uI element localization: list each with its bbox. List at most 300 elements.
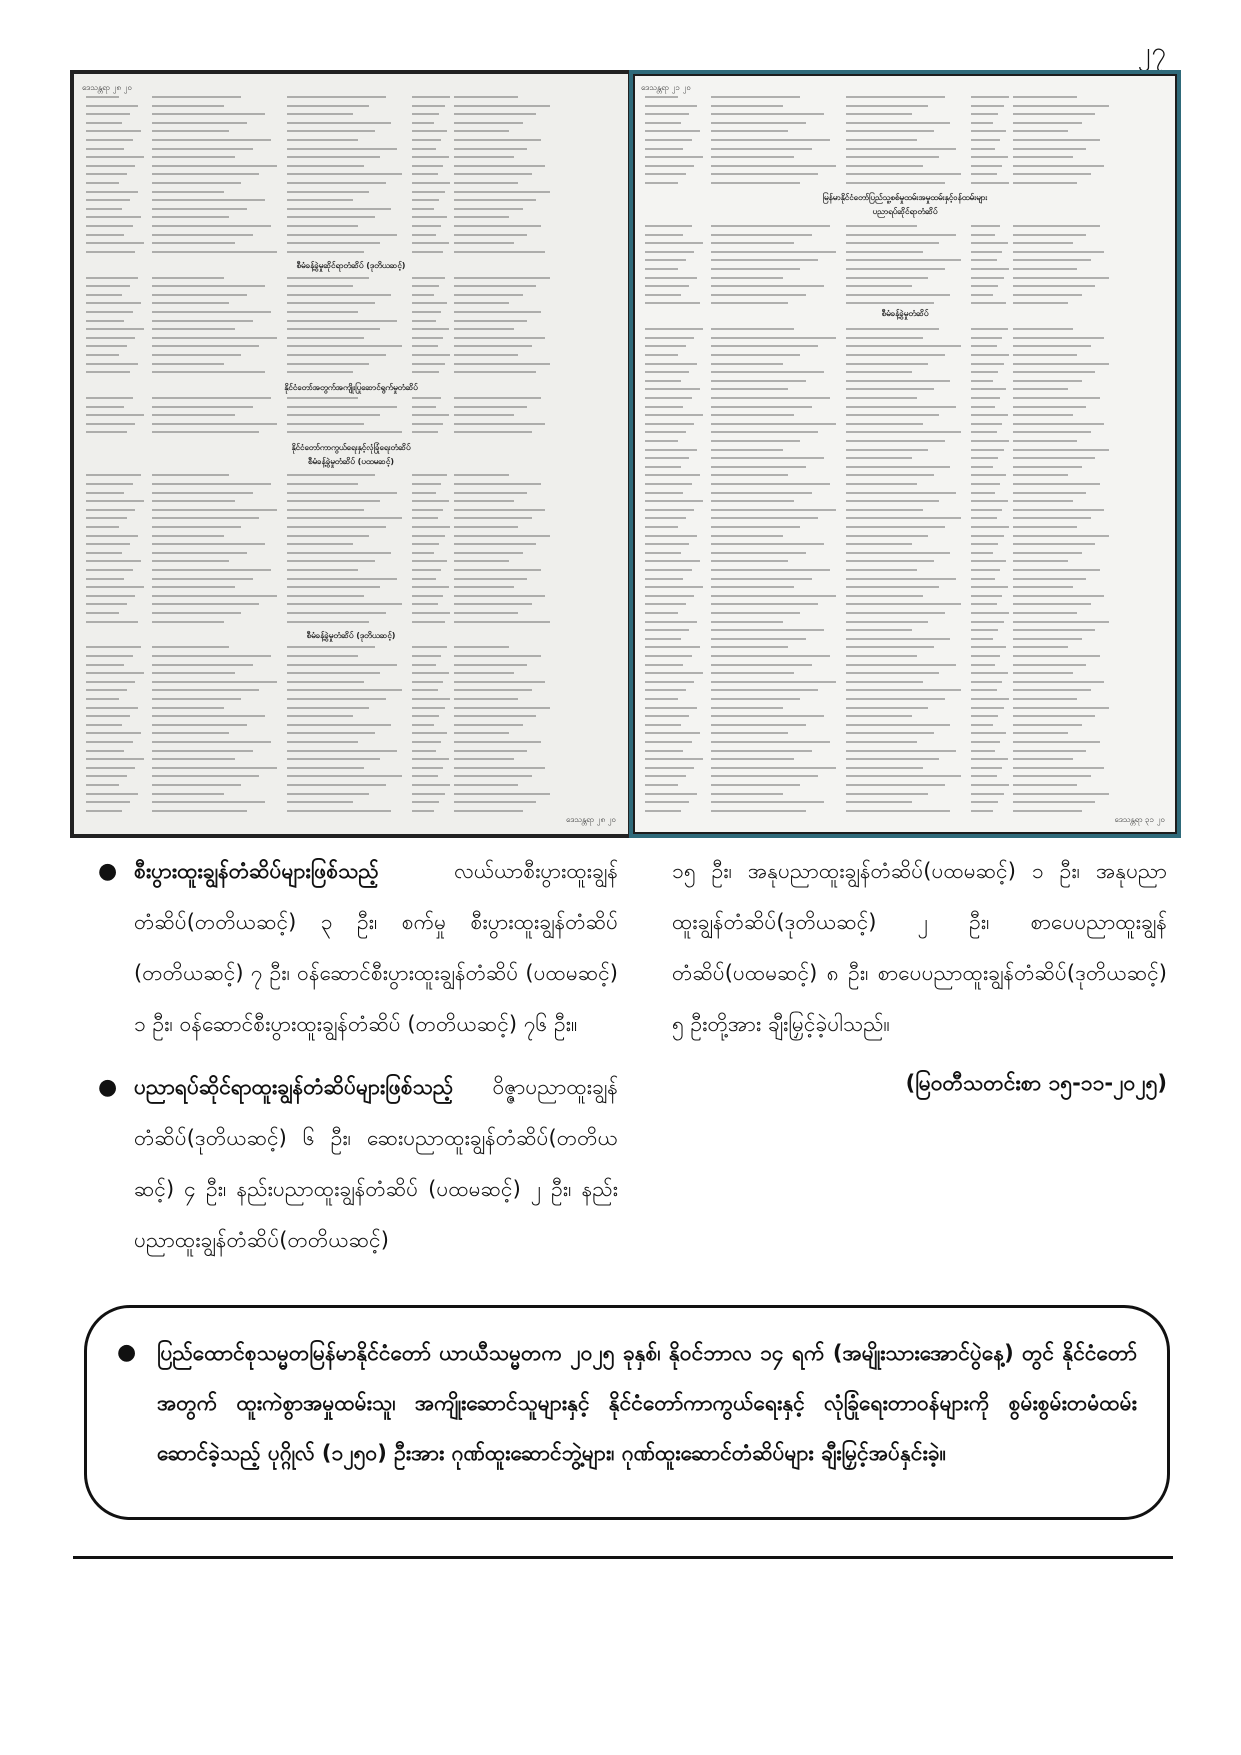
scan-text-line bbox=[1013, 225, 1100, 227]
scan-text-line bbox=[1013, 526, 1077, 528]
scan-text-line bbox=[846, 629, 912, 631]
scan-text-line bbox=[645, 724, 681, 726]
scan-text-line bbox=[152, 612, 241, 614]
scan-text-line bbox=[454, 122, 523, 124]
scan-text-line bbox=[412, 363, 445, 365]
scan-text-line bbox=[1013, 388, 1068, 390]
scan-text-line bbox=[1013, 148, 1086, 150]
scan-text-line bbox=[971, 810, 993, 812]
scan-text-line bbox=[645, 130, 700, 132]
scan-text-line bbox=[645, 388, 700, 390]
scan-text-line bbox=[711, 139, 830, 141]
scan-text-line bbox=[412, 552, 434, 554]
scan-text-line bbox=[1013, 629, 1095, 631]
scan-text-line bbox=[1013, 509, 1104, 511]
scan-text-line bbox=[971, 328, 1008, 330]
scan-text-line bbox=[645, 251, 694, 253]
scan-text-line bbox=[971, 560, 1006, 562]
scan-text-line bbox=[454, 500, 514, 502]
scan-text-line bbox=[86, 741, 133, 743]
scan-text-line bbox=[412, 681, 443, 683]
scan-text-line bbox=[846, 457, 912, 459]
scan-text-line bbox=[846, 130, 934, 132]
scan-text-line bbox=[287, 191, 369, 193]
scan-text-line bbox=[454, 251, 545, 253]
scan-text-line bbox=[152, 767, 277, 769]
scan-text-line bbox=[454, 672, 514, 674]
scan-text-line bbox=[454, 552, 523, 554]
scan-inner-left bbox=[82, 82, 620, 826]
scan-text-line bbox=[1013, 354, 1077, 356]
scan-text-line bbox=[971, 457, 998, 459]
scan-text-line bbox=[645, 182, 678, 184]
scan-text-line bbox=[645, 509, 694, 511]
scan-text-line bbox=[645, 517, 686, 519]
scan-text-line bbox=[971, 767, 1002, 769]
scan-text-line bbox=[971, 354, 1009, 356]
scan-text-line bbox=[86, 500, 144, 502]
scan-text-line bbox=[711, 595, 836, 597]
scan-text-line bbox=[86, 560, 141, 562]
scan-text-line bbox=[287, 225, 358, 227]
scan-text-line bbox=[1013, 440, 1077, 442]
scan-text-line bbox=[846, 724, 950, 726]
scan-text-line bbox=[711, 767, 836, 769]
scan-text-line bbox=[846, 492, 956, 494]
scan-text-line bbox=[1013, 810, 1082, 812]
scan-text-line bbox=[971, 371, 998, 373]
scan-text-line bbox=[711, 277, 783, 279]
scan-text-line bbox=[846, 302, 934, 304]
scan-text-line bbox=[1013, 646, 1068, 648]
scan-text-line bbox=[1013, 277, 1109, 279]
scan-text-line bbox=[846, 732, 934, 734]
scan-text-line bbox=[1013, 767, 1104, 769]
scan-text-line bbox=[454, 105, 550, 107]
scan-text-line bbox=[86, 724, 122, 726]
scan-text-line bbox=[412, 277, 445, 279]
scan-text-line bbox=[645, 732, 700, 734]
scan-text-line bbox=[86, 302, 141, 304]
scan-text-line bbox=[846, 139, 917, 141]
scan-text-line bbox=[846, 474, 934, 476]
scan-text-line bbox=[1013, 251, 1104, 253]
scan-text-line bbox=[454, 208, 523, 210]
scan-text-line bbox=[846, 500, 939, 502]
scan-text-line bbox=[711, 801, 824, 803]
scan-text-line bbox=[412, 595, 443, 597]
scan-text-line bbox=[711, 621, 783, 623]
scan-text-line bbox=[971, 586, 1008, 588]
scan-text-line bbox=[86, 208, 122, 210]
scan-text-line bbox=[152, 750, 253, 752]
scan-text-line bbox=[412, 311, 441, 313]
scan-text-line bbox=[412, 492, 436, 494]
scan-text-line bbox=[711, 431, 818, 433]
scan-text-line bbox=[86, 689, 127, 691]
scan-text-line bbox=[1013, 681, 1104, 683]
scan-text-line bbox=[412, 784, 450, 786]
page-number: ၂၇ bbox=[1137, 37, 1167, 67]
scan-text-line bbox=[711, 122, 806, 124]
scan-text-line bbox=[846, 655, 917, 657]
scan-text-line bbox=[412, 517, 438, 519]
scan-text-line bbox=[645, 621, 697, 623]
scan-text-line bbox=[711, 371, 824, 373]
scan-text-line bbox=[846, 638, 950, 640]
scan-text-line bbox=[846, 173, 961, 175]
scan-text-line bbox=[645, 775, 686, 777]
scan-text-line bbox=[412, 672, 449, 674]
scan-text-line bbox=[711, 268, 800, 270]
scan-text-line bbox=[971, 732, 1006, 734]
scan-text-line bbox=[645, 345, 686, 347]
scan-text-line bbox=[152, 707, 224, 709]
scan-text-line bbox=[287, 423, 364, 425]
scan-text-line bbox=[454, 758, 514, 760]
scan-text-line bbox=[152, 646, 229, 648]
scan-text-line bbox=[645, 801, 689, 803]
scan-text-line bbox=[971, 225, 1000, 227]
scan-text-line bbox=[454, 165, 545, 167]
scan-text-line bbox=[152, 509, 277, 511]
scan-text-line bbox=[454, 225, 541, 227]
scan-text-line bbox=[152, 225, 271, 227]
scan-text-line bbox=[454, 509, 545, 511]
scan-text-line bbox=[412, 130, 447, 132]
scan-text-line bbox=[152, 345, 259, 347]
scan-text-line bbox=[971, 406, 995, 408]
scan-text-line bbox=[152, 234, 253, 236]
scan-text-line bbox=[971, 363, 1004, 365]
scan-text-line bbox=[454, 560, 509, 562]
scan-text-line bbox=[711, 173, 818, 175]
scan-inner-right bbox=[641, 82, 1169, 826]
scan-text-line bbox=[645, 414, 703, 416]
scan-text-line bbox=[454, 191, 550, 193]
scan-text-line bbox=[1013, 165, 1104, 167]
scan-text-line bbox=[846, 793, 928, 795]
notice-text: ပြည်ထောင်စုသမ္မတမြန်မာနိုင်ငံတော် ယာယီသမ္မတက ၂၀၂၅ ခုနှစ်၊ နိုဝင်ဘာလ ၁၄ ရက် (အမျိုးသားအောင်ပွဲနေ့) တွင် နိုင်ငံတော်အတွက် ထူးကဲစွာအမှုထမ်းသူ၊ အကျိုးဆောင်သူများနှင့် နိုင်ငံတော်ကာကွယ်ရေးနှင့် လုံခြုံရေးတာဝန်များကို စွမ်းစွမ်းတမံထမ်းဆောင်ခဲ့သည့် ပုဂ္ဂိုလ် (၁၂၅၀) ဦးအား ဂုဏ်ထူးဆောင်ဘွဲ့များ၊ ဂုဏ်ထူးဆောင်တံဆိပ်များ ချီးမြှင့်အပ်နှင်းခဲ့။ bbox=[157, 1341, 1137, 1465]
scan-text-line bbox=[971, 182, 1009, 184]
scan-text-line bbox=[645, 526, 678, 528]
scan-text-line bbox=[645, 96, 678, 98]
scan-text-line bbox=[971, 526, 1009, 528]
scan-text-line bbox=[287, 216, 375, 218]
scan-text-line bbox=[711, 345, 818, 347]
scan-text-line bbox=[454, 234, 527, 236]
scan-text-line bbox=[846, 440, 945, 442]
scan-text-line bbox=[1013, 406, 1086, 408]
scan-text-line bbox=[152, 715, 265, 717]
scan-text-line bbox=[152, 130, 229, 132]
scan-text-line bbox=[287, 345, 402, 347]
scan-text-line bbox=[152, 492, 253, 494]
scan-text-line bbox=[86, 345, 127, 347]
scan-text-line bbox=[287, 277, 369, 279]
scan-text-line bbox=[152, 689, 259, 691]
scan-text-line bbox=[846, 328, 939, 330]
scan-heading: စီမံခန့်ခွဲမှုဆိုင်ရာတံဆိပ် (ဒုတိယဆင့်) bbox=[296, 261, 406, 270]
scan-text-line bbox=[287, 328, 380, 330]
scan-text-line bbox=[711, 156, 794, 158]
scan-text-line bbox=[711, 689, 818, 691]
scan-text-line bbox=[86, 801, 130, 803]
scan-text-line bbox=[86, 595, 135, 597]
scan-text-line bbox=[454, 715, 536, 717]
scan-text-line bbox=[1013, 638, 1082, 640]
scan-text-line bbox=[645, 483, 692, 485]
scan-text-line bbox=[645, 225, 692, 227]
scan-text-line bbox=[1013, 543, 1095, 545]
scan-text-line bbox=[287, 165, 364, 167]
scan-text-line bbox=[846, 113, 912, 115]
scan-text-line bbox=[846, 259, 961, 261]
scan-text-line bbox=[711, 96, 800, 98]
scan-text-line bbox=[1013, 758, 1073, 760]
scan-text-line bbox=[645, 285, 689, 287]
scan-text-line bbox=[454, 397, 541, 399]
scan-text-line bbox=[711, 509, 836, 511]
scan-text-line bbox=[412, 715, 439, 717]
scan-text-line bbox=[846, 165, 923, 167]
scan-text-line bbox=[287, 285, 353, 287]
scan-text-line bbox=[454, 156, 514, 158]
scan-text-line bbox=[711, 328, 794, 330]
bullet-lead: စီးပွားထူးချွန်တံဆိပ်များဖြစ်သည့် bbox=[134, 859, 379, 883]
scan-text-line bbox=[86, 423, 135, 425]
scan-text-line bbox=[287, 586, 380, 588]
scan-text-line bbox=[454, 285, 536, 287]
scan-text-line bbox=[412, 707, 445, 709]
scan-text-line bbox=[971, 242, 1008, 244]
scan-text-line bbox=[711, 380, 806, 382]
scan-text-line bbox=[86, 775, 127, 777]
scan-text-line bbox=[454, 767, 545, 769]
scan-text-line bbox=[86, 492, 124, 494]
scan-text-line bbox=[287, 621, 369, 623]
scan-text-line bbox=[412, 371, 439, 373]
scan-text-line bbox=[86, 750, 124, 752]
scan-text-line bbox=[711, 707, 783, 709]
scan-text-line bbox=[287, 578, 397, 580]
scan-text-line bbox=[86, 535, 138, 537]
scan-text-line bbox=[645, 578, 683, 580]
scan-text-line bbox=[711, 492, 812, 494]
scan-text-line bbox=[287, 113, 353, 115]
scan-text-line bbox=[454, 294, 523, 296]
scan-text-line bbox=[645, 423, 694, 425]
scan-text-line bbox=[287, 560, 375, 562]
scan-text-line bbox=[1013, 621, 1109, 623]
scan-text-line bbox=[86, 517, 127, 519]
scan-text-line bbox=[711, 354, 800, 356]
scan-text-line bbox=[645, 234, 683, 236]
scan-text-line bbox=[846, 294, 950, 296]
scan-text-line bbox=[711, 483, 830, 485]
scan-text-line bbox=[86, 655, 133, 657]
scan-text-line bbox=[412, 294, 434, 296]
scan-text-line bbox=[287, 302, 375, 304]
scan-text-line bbox=[1013, 363, 1109, 365]
scan-text-line bbox=[86, 414, 144, 416]
scan-text-line bbox=[846, 268, 945, 270]
scan-text-line bbox=[645, 569, 692, 571]
scan-text-line bbox=[846, 801, 912, 803]
scan-text-line bbox=[152, 664, 253, 666]
scan-text-line bbox=[454, 139, 541, 141]
scan-text-line bbox=[86, 96, 119, 98]
scan-footer: ဒေသန္တရာ ၂၈ ၂၀ bbox=[566, 815, 616, 824]
scan-text-line bbox=[412, 578, 436, 580]
bullet-dot-icon: ● bbox=[98, 859, 118, 884]
scan-text-line bbox=[846, 535, 928, 537]
scan-text-line bbox=[971, 105, 1004, 107]
scan-text-line bbox=[287, 492, 397, 494]
scan-text-line bbox=[287, 517, 402, 519]
scan-text-line bbox=[287, 414, 380, 416]
scan-text-line bbox=[152, 285, 265, 287]
scan-text-line bbox=[645, 689, 686, 691]
scan-text-line bbox=[287, 199, 353, 201]
scan-text-line bbox=[287, 655, 358, 657]
scan-text-line bbox=[1013, 474, 1068, 476]
scan-text-line bbox=[152, 655, 271, 657]
scan-text-line bbox=[645, 122, 681, 124]
scan-heading: နိုင်ငံတော်အတွက်အကျိုးပြုဆောင်ရွက်မှုတံဆိပ် bbox=[284, 383, 418, 392]
scan-text-line bbox=[645, 277, 697, 279]
scan-text-line bbox=[711, 302, 788, 304]
scan-text-line bbox=[711, 629, 824, 631]
scan-text-line bbox=[645, 337, 694, 339]
scan-text-line bbox=[152, 113, 265, 115]
scan-text-line bbox=[711, 612, 800, 614]
scan-text-line bbox=[1013, 371, 1095, 373]
scan-text-line bbox=[287, 707, 369, 709]
scan-text-line bbox=[971, 629, 998, 631]
scan-text-line bbox=[412, 646, 447, 648]
scan-text-line bbox=[454, 96, 518, 98]
scan-text-line bbox=[1013, 268, 1077, 270]
scan-text-line bbox=[1013, 492, 1086, 494]
scan-text-line bbox=[1013, 500, 1073, 502]
scan-text-line bbox=[152, 363, 224, 365]
scan-text-line bbox=[846, 380, 950, 382]
scan-text-line bbox=[86, 698, 119, 700]
scan-text-line bbox=[711, 664, 812, 666]
scan-text-line bbox=[971, 681, 1002, 683]
scan-text-line bbox=[412, 122, 434, 124]
scan-text-line bbox=[412, 199, 439, 201]
scan-text-line bbox=[152, 371, 265, 373]
scan-text-line bbox=[711, 569, 830, 571]
scan-text-line bbox=[287, 294, 391, 296]
scan-text-line bbox=[287, 603, 402, 605]
scan-header: ဒေသန္တရာ ၂၁ ၂၀ bbox=[641, 83, 691, 92]
scan-text-line bbox=[1013, 173, 1091, 175]
bullet-dot-icon: ● bbox=[117, 1340, 137, 1365]
scan-text-line bbox=[711, 363, 783, 365]
scan-text-line bbox=[412, 139, 441, 141]
scan-text-line bbox=[412, 612, 450, 614]
scan-text-line bbox=[971, 517, 997, 519]
scan-text-line bbox=[711, 724, 806, 726]
scan-text-line bbox=[152, 423, 277, 425]
scan-text-line bbox=[86, 328, 144, 330]
scan-text-line bbox=[86, 431, 127, 433]
scan-text-line bbox=[846, 277, 928, 279]
scan-text-line bbox=[412, 664, 436, 666]
scan-text-line bbox=[412, 208, 434, 210]
scan-text-line bbox=[846, 543, 912, 545]
scan-text-line bbox=[711, 741, 830, 743]
scan-text-line bbox=[454, 492, 527, 494]
scan-text-line bbox=[971, 689, 997, 691]
scan-text-line bbox=[86, 672, 144, 674]
scan-text-line bbox=[645, 552, 681, 554]
scan-text-line bbox=[645, 638, 681, 640]
scan-text-line bbox=[86, 715, 130, 717]
scan-text-line bbox=[454, 664, 527, 666]
scan-text-line bbox=[86, 371, 130, 373]
scan-text-line bbox=[971, 595, 1002, 597]
scan-text-line bbox=[1013, 569, 1100, 571]
scan-text-line bbox=[645, 655, 692, 657]
scan-text-line bbox=[1013, 182, 1077, 184]
scan-text-line bbox=[152, 182, 241, 184]
scan-text-line bbox=[454, 569, 541, 571]
scan-text-line bbox=[454, 526, 518, 528]
scan-text-line bbox=[711, 113, 824, 115]
scan-text-line bbox=[86, 156, 144, 158]
scan-text-line bbox=[152, 535, 224, 537]
scan-text-line bbox=[152, 320, 253, 322]
scan-text-line bbox=[412, 793, 445, 795]
scan-text-line bbox=[1013, 285, 1095, 287]
scan-text-line bbox=[711, 655, 830, 657]
scan-text-line bbox=[971, 173, 997, 175]
scan-text-line bbox=[454, 535, 550, 537]
scan-text-line bbox=[645, 440, 678, 442]
scan-text-line bbox=[287, 732, 375, 734]
scan-text-line bbox=[454, 130, 509, 132]
scan-text-line bbox=[287, 156, 380, 158]
scan-text-line bbox=[971, 165, 1002, 167]
scan-text-line bbox=[1013, 423, 1104, 425]
scan-text-line bbox=[971, 646, 1006, 648]
scan-text-line bbox=[454, 406, 527, 408]
scan-text-line bbox=[846, 603, 961, 605]
scan-text-line bbox=[412, 535, 445, 537]
scan-text-line bbox=[86, 621, 138, 623]
scan-heading: စီမံခန့်ခွဲမှုတံဆိပ် bbox=[881, 309, 929, 318]
scan-text-line bbox=[86, 793, 138, 795]
scan-text-line bbox=[412, 526, 450, 528]
scan-text-line bbox=[1013, 560, 1068, 562]
scan-text-line bbox=[152, 251, 277, 253]
scan-text-line bbox=[412, 337, 443, 339]
scan-text-line bbox=[971, 672, 1008, 674]
scan-text-line bbox=[412, 758, 449, 760]
scan-text-line bbox=[412, 320, 436, 322]
scan-text-line bbox=[1013, 113, 1095, 115]
scan-text-line bbox=[287, 672, 380, 674]
scan-text-line bbox=[287, 354, 386, 356]
scan-text-line bbox=[412, 750, 436, 752]
scan-text-line bbox=[645, 492, 683, 494]
scan-text-line bbox=[645, 750, 683, 752]
scan-text-line bbox=[846, 775, 961, 777]
